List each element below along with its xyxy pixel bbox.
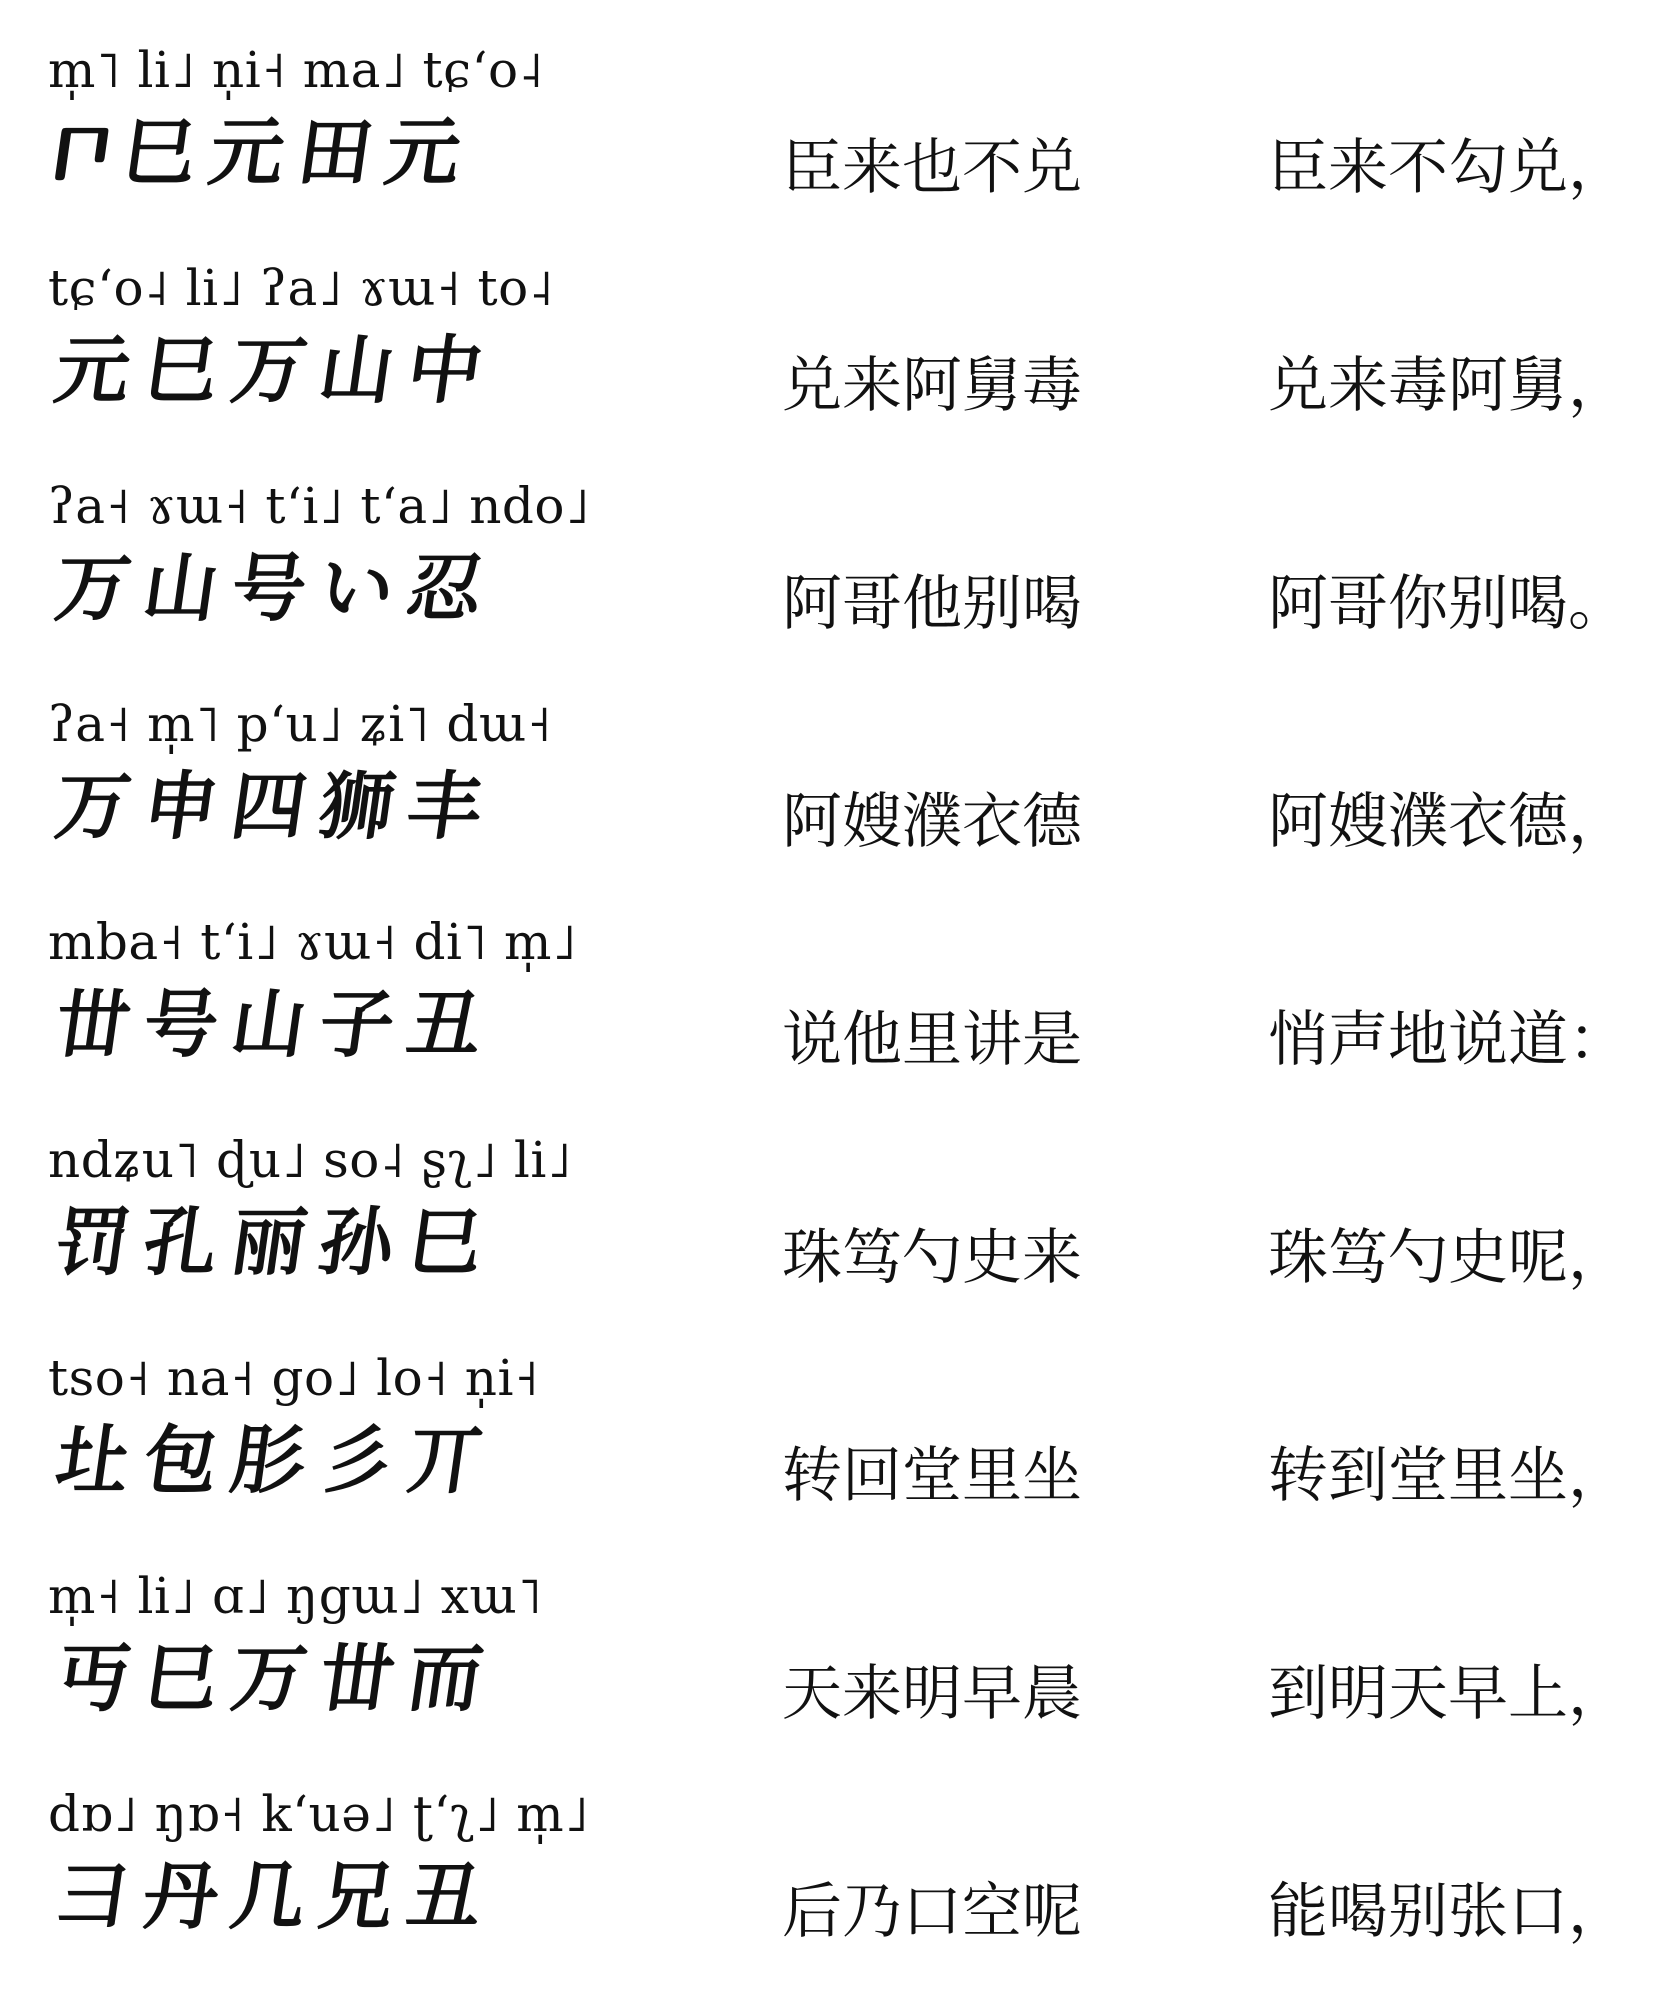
ipa-transcription: mba˧ tʻi˩ ɤɯ˧ di˥ m̩˩ [48,913,578,971]
free-translation: 兑来毒阿舅， [1268,351,1628,421]
verse-block [0,912,1674,1130]
literal-translation: 转回堂里坐 [782,1441,1082,1511]
yi-script-line: 万申四狮丰 [49,764,502,850]
literal-translation: 臣来也不兑 [782,133,1082,203]
verse-block [0,1130,1674,1348]
free-translation: 悄声地说道： [1268,1005,1628,1075]
verse-block [0,1566,1674,1784]
verse-block [0,258,1674,476]
verse-block [0,40,1674,258]
ipa-transcription: tɕʻo˨ li˩ ʔa˩ ɤɯ˧ to˨ [48,259,554,317]
yi-script-line: 圵包肜彡丌 [49,1418,502,1504]
verse-block [0,476,1674,694]
literal-translation: 后乃口空呢 [782,1877,1082,1947]
free-translation: 臣来不勾兑， [1268,133,1628,203]
ipa-transcription: m̩˥ li˩ n̩i˧ ma˩ tɕʻo˨ [48,41,544,99]
ipa-transcription: ʔa˧ m̩˥ pʻu˩ ʑi˥ dɯ˧ [48,695,552,753]
free-translation: 转到堂里坐， [1268,1441,1628,1511]
ipa-transcription: ʔa˧ ɤɯ˧ tʻi˩ tʻa˩ ndo˩ [48,477,591,535]
free-translation: 阿哥你别喝。 [1268,569,1628,639]
verse-block [0,1784,1674,2002]
free-translation: 阿嫂濮衣德， [1268,787,1628,857]
literal-translation: 说他里讲是 [782,1005,1082,1075]
free-translation: 珠笃勺史呢， [1268,1223,1628,1293]
free-translation: 能喝别张口， [1268,1877,1628,1947]
literal-translation: 兑来阿舅毒 [782,351,1082,421]
ipa-transcription: dɒ˩ ŋɒ˧ kʻuə˩ ʈʻʅ˩ m̩˩ [48,1785,590,1843]
literal-translation: 珠笃勺史来 [782,1223,1082,1293]
yi-script-line: 罚孔丽孙巳 [49,1200,502,1286]
verse-block [0,1348,1674,1566]
yi-script-line: 丗号山子丑 [49,982,502,1068]
ipa-transcription: m̩˧ li˩ ɑ˩ ŋgɯ˩ xɯ˥ [48,1567,543,1625]
yi-script-line: 元巳万山中 [49,328,502,414]
free-translation: 到明天早上， [1268,1659,1628,1729]
literal-translation: 天来明早晨 [782,1659,1082,1729]
literal-translation: 阿嫂濮衣德 [782,787,1082,857]
yi-script-line: 丏巳万丗而 [49,1636,502,1722]
verse-block [0,694,1674,912]
ipa-transcription: tso˧ na˧ go˩ lo˧ n̩i˧ [48,1349,540,1407]
yi-script-line: 𐅃巳元田元 [49,110,481,196]
literal-translation: 阿哥他别喝 [782,569,1082,639]
ipa-transcription: ndʑu˥ ɖu˩ so˨ ʂʅ˩ li˩ [48,1131,573,1189]
yi-script-line: 万山号い忍 [49,546,502,632]
yi-script-line: 彐丹几兄丑 [49,1854,502,1940]
